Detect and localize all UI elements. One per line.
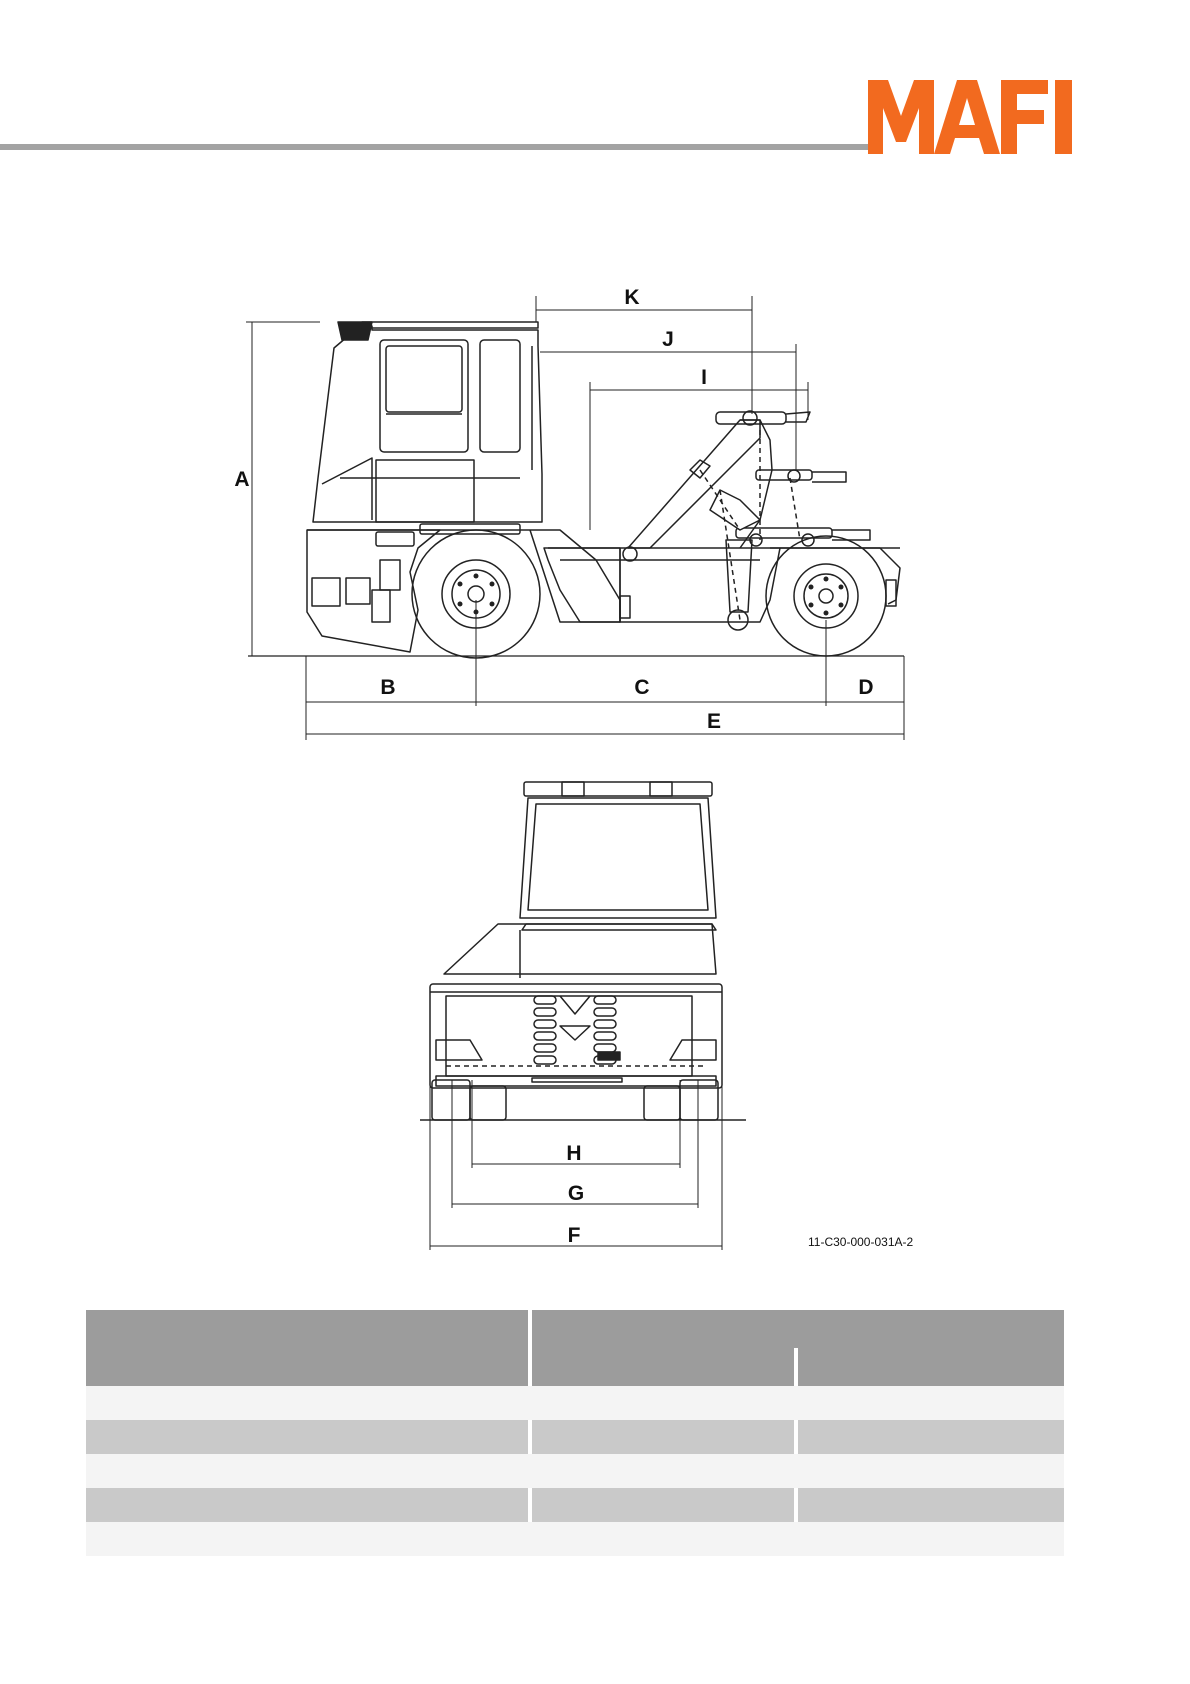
table-cell [86,1420,528,1454]
front-view-truck [420,782,746,1120]
dim-label-k: K [624,286,640,309]
table-header-cell [532,1310,1064,1386]
side-dimension-lines [246,296,904,740]
table-header-cell [86,1310,528,1386]
dim-label-h: H [566,1142,582,1165]
table-cell [532,1488,794,1522]
dim-label-g: G [567,1182,585,1205]
grille [534,996,620,1064]
dim-label-j: J [662,328,674,351]
dim-label-i: I [701,366,707,389]
header-divider [794,1348,798,1386]
table-row [86,1454,1064,1488]
dim-label-d: D [858,676,874,699]
table-cell [86,1488,528,1522]
dim-label-c: C [634,676,650,699]
table-cell [798,1488,1064,1522]
table-cell [798,1420,1064,1454]
side-view-truck [248,322,904,658]
table-cell [532,1420,794,1454]
dim-label-a: A [234,468,250,491]
dimension-labels [234,286,913,1249]
table-row [86,1522,1064,1556]
drawing-reference: 11-C30-000-031A-2 [808,1235,914,1249]
dim-label-e: E [706,710,722,733]
table-row [86,1386,1064,1420]
dim-label-b: B [380,676,396,699]
dim-label-f: F [567,1224,581,1247]
